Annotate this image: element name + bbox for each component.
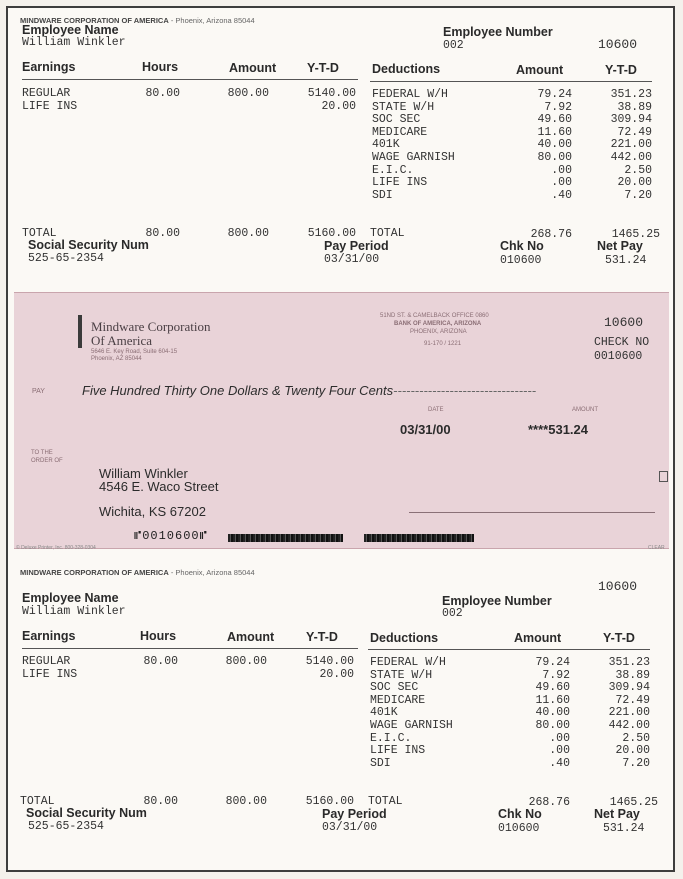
date-label: DATE	[428, 407, 444, 413]
earning-ytd: 20.00	[321, 99, 356, 113]
earning-name: REGULAR	[22, 87, 71, 100]
deduction-amount: 79.24	[535, 656, 570, 669]
deduction-ytd: 38.89	[615, 668, 650, 682]
payee-street: 4546 E. Waco Street	[99, 479, 219, 494]
earnings-header: Earnings	[22, 60, 76, 74]
net-pay-label: Net Pay	[597, 239, 643, 253]
deduction-name: SOC SEC	[370, 681, 419, 695]
deduction-ytd: 2.50	[624, 163, 652, 177]
deductions-header: Deductions	[372, 62, 441, 76]
deduction-ytd: 221.00	[608, 706, 650, 720]
deduction-name: SDI	[370, 756, 391, 770]
security-icon	[659, 471, 668, 482]
employee-number-label: Employee Number	[442, 594, 552, 608]
deduction-name: WAGE GARNISH	[372, 150, 455, 164]
company-logo-bar	[78, 315, 82, 348]
micr-account-redacted	[364, 534, 474, 542]
ytd-header: Y-T-D	[307, 61, 339, 75]
total-label: TOTAL	[22, 227, 57, 240]
deduction-amount-header: Amount	[516, 63, 564, 77]
deduction-name: SOC SEC	[372, 113, 421, 127]
check-printer-credit: © Deluxe Printer, Inc. 800-328-0304	[16, 545, 96, 551]
earnings-rule	[22, 648, 358, 649]
bank-name: BANK OF AMERICA, ARIZONA	[394, 321, 482, 327]
deduction-name: E.I.C.	[372, 163, 414, 177]
earnings-names	[22, 88, 77, 113]
micr-routing-redacted	[228, 534, 343, 542]
payee-city: Wichita, KS 67202	[99, 504, 206, 519]
check-number: 10600	[598, 579, 638, 594]
earning-amount: 800.00	[227, 87, 269, 100]
deduction-total-label: TOTAL	[370, 227, 405, 240]
signature-line	[409, 512, 655, 513]
deduction-ytds	[586, 657, 650, 770]
deduction-amount: .00	[549, 731, 570, 745]
deduction-total-label: TOTAL	[368, 795, 403, 808]
paystub-document	[6, 6, 675, 872]
deduction-total-amount: 268.76	[528, 796, 570, 809]
deduction-amount: 7.92	[544, 100, 572, 114]
deduction-ytd-header: Y-T-D	[603, 631, 635, 645]
employee-name-label: Employee Name	[22, 591, 119, 605]
deduction-names	[372, 89, 455, 202]
pay-period: 03/31/00	[324, 253, 380, 266]
deduction-ytd: 2.50	[622, 731, 650, 745]
deductions-rule	[370, 81, 652, 82]
deduction-name: WAGE GARNISH	[370, 718, 453, 732]
check-amount: ****531.24	[528, 422, 588, 437]
check-footer-code: CLEAR	[648, 545, 665, 551]
deduction-amount: 7.92	[542, 668, 570, 682]
bank-city: PHOENIX, ARIZONA	[410, 329, 467, 335]
deduction-ytd: 7.20	[622, 756, 650, 770]
deduction-ytd: 72.49	[617, 125, 652, 139]
deduction-ytd: 20.00	[617, 176, 652, 190]
net-pay: 531.24	[603, 822, 645, 835]
deduction-amount: .00	[551, 176, 572, 190]
ytd-header: Y-T-D	[306, 630, 338, 644]
deduction-ytd: 309.94	[610, 113, 652, 127]
deduction-amount: .40	[549, 756, 570, 770]
chk-no-label: Chk No	[498, 807, 542, 821]
check-company-address: 5646 E. Key Road, Suite 604-15	[91, 349, 178, 355]
deduction-ytd: 442.00	[610, 150, 652, 164]
total-hours: 80.00	[145, 227, 180, 240]
deduction-amount: 80.00	[537, 150, 572, 164]
chk-no: 010600	[500, 254, 542, 267]
pay-period-label: Pay Period	[322, 807, 387, 821]
company-line: MINDWARE CORPORATION OF AMERICA - Phoenix, Arizona 85044	[20, 568, 255, 577]
deduction-total-ytd: 1465.25	[609, 796, 658, 809]
deduction-amount-header: Amount	[514, 631, 562, 645]
total-label: TOTAL	[20, 795, 55, 808]
net-pay: 531.24	[605, 254, 647, 267]
total-ytd: 5160.00	[307, 227, 356, 240]
earnings-ytd	[288, 88, 356, 113]
amount-words-text: Five Hundred Thirty One Dollars & Twenty Four Cents	[82, 383, 394, 398]
check-number-top: 10600	[604, 315, 644, 330]
earning-ytd: 5140.00	[305, 655, 354, 668]
deduction-name: E.I.C.	[370, 731, 412, 745]
total-ytd: 5160.00	[305, 795, 354, 808]
check-number: 10600	[598, 37, 638, 52]
deduction-name: 401K	[370, 706, 398, 720]
amount-label: AMOUNT	[572, 407, 598, 413]
ssn: 525-65-2354	[28, 252, 104, 265]
micr-check-number: ⑈0010600⑈	[134, 529, 208, 543]
deduction-ytd: 309.94	[608, 681, 650, 695]
earnings-header: Earnings	[22, 629, 76, 643]
pay-period-label: Pay Period	[324, 239, 389, 253]
earning-hours: 80.00	[145, 87, 180, 100]
deduction-amount: 40.00	[535, 706, 570, 720]
amount-words-fill-line: ---------------------------------	[393, 383, 537, 398]
amount-header: Amount	[229, 61, 277, 75]
total-amount: 800.00	[227, 227, 269, 240]
deduction-ytd: 38.89	[617, 100, 652, 114]
ssn-label: Social Security Num	[28, 238, 149, 252]
check-company-city: Phoenix, AZ 85044	[91, 356, 142, 362]
deduction-amount: 11.60	[537, 125, 572, 139]
payee-name: William Winkler	[99, 466, 188, 481]
chk-no: 010600	[498, 822, 540, 835]
deduction-amounts	[506, 657, 570, 770]
deduction-name: 401K	[372, 138, 400, 152]
deduction-name: STATE W/H	[370, 668, 433, 682]
earning-name: LIFE INS	[22, 99, 78, 113]
total-amount: 800.00	[225, 795, 267, 808]
pay-period: 03/31/00	[322, 821, 378, 834]
employee-name: William Winkler	[22, 36, 126, 49]
earnings-hours	[128, 88, 180, 101]
hours-header: Hours	[142, 60, 179, 74]
deduction-name: MEDICARE	[370, 693, 426, 707]
earning-name: REGULAR	[22, 655, 71, 668]
pay-label: PAY	[32, 388, 45, 395]
earnings-rule	[22, 79, 358, 80]
to-order-label: TO THE	[31, 450, 53, 456]
deductions-rule	[368, 649, 650, 650]
employee-number: 002	[443, 39, 464, 52]
deduction-ytd-header: Y-T-D	[605, 63, 637, 77]
check-company-name-2: Of America	[91, 333, 153, 348]
deduction-name: LIFE INS	[370, 744, 426, 758]
pay-check	[14, 292, 669, 549]
deduction-amount: .40	[551, 188, 572, 202]
chk-no-label: Chk No	[500, 239, 544, 253]
deduction-ytd: 72.49	[615, 693, 650, 707]
total-hours: 80.00	[143, 795, 178, 808]
company-line: MINDWARE CORPORATION OF AMERICA - Phoenix, Arizona 85044	[20, 16, 255, 25]
deductions-header: Deductions	[370, 631, 439, 645]
to-order-label-2: ORDER OF	[31, 458, 63, 464]
amount-header: Amount	[227, 630, 275, 644]
deduction-name: MEDICARE	[372, 125, 428, 139]
check-no-value: 0010600	[594, 350, 643, 363]
earnings-amounts	[206, 656, 267, 669]
deduction-amount: 49.60	[537, 113, 572, 127]
deduction-name: FEDERAL W/H	[370, 656, 446, 669]
deduction-ytd: 7.20	[624, 188, 652, 202]
deduction-ytd: 221.00	[610, 138, 652, 152]
check-no-label: CHECK NO	[594, 336, 650, 349]
check-company-name: Mindware Corporation	[91, 319, 211, 334]
deduction-ytd: 20.00	[615, 744, 650, 758]
deduction-names	[370, 657, 453, 770]
deduction-total-amount: 268.76	[530, 228, 572, 241]
deduction-amount: 11.60	[535, 693, 570, 707]
employee-number-label: Employee Number	[443, 25, 553, 39]
earnings-ytd	[286, 656, 354, 681]
earnings-amounts	[208, 88, 269, 101]
deduction-total-ytd: 1465.25	[611, 228, 660, 241]
deduction-amount: .00	[551, 163, 572, 177]
deduction-ytds	[588, 89, 652, 202]
earnings-names	[22, 656, 77, 681]
earning-ytd: 20.00	[319, 667, 354, 681]
employee-name: William Winkler	[22, 605, 126, 618]
ssn-label: Social Security Num	[26, 806, 147, 820]
deduction-amounts	[508, 89, 572, 202]
deduction-ytd: 351.23	[608, 656, 650, 669]
net-pay-label: Net Pay	[594, 807, 640, 821]
earning-hours: 80.00	[143, 655, 178, 668]
deduction-name: STATE W/H	[372, 100, 435, 114]
deduction-name: FEDERAL W/H	[372, 88, 448, 101]
bank-branch: 51ND ST. & CAMELBACK OFFICE 0860	[380, 313, 489, 319]
employee-name-label: Employee Name	[22, 23, 119, 37]
deduction-amount: 49.60	[535, 681, 570, 695]
bank-routing-fraction: 91-170 / 1221	[424, 341, 462, 347]
deduction-ytd: 442.00	[608, 718, 650, 732]
earning-ytd: 5140.00	[307, 87, 356, 100]
ssn: 525-65-2354	[28, 820, 104, 833]
earning-name: LIFE INS	[22, 667, 78, 681]
hours-header: Hours	[140, 629, 177, 643]
deduction-amount: 79.24	[537, 88, 572, 101]
deduction-amount: 40.00	[537, 138, 572, 152]
deduction-name: LIFE INS	[372, 176, 428, 190]
check-date: 03/31/00	[400, 422, 451, 437]
earning-amount: 800.00	[225, 655, 267, 668]
deduction-name: SDI	[372, 188, 393, 202]
employee-number: 002	[442, 607, 463, 620]
earnings-hours	[126, 656, 178, 669]
deduction-ytd: 351.23	[610, 88, 652, 101]
deduction-amount: 80.00	[535, 718, 570, 732]
deduction-amount: .00	[549, 744, 570, 758]
amount-in-words	[82, 383, 536, 398]
